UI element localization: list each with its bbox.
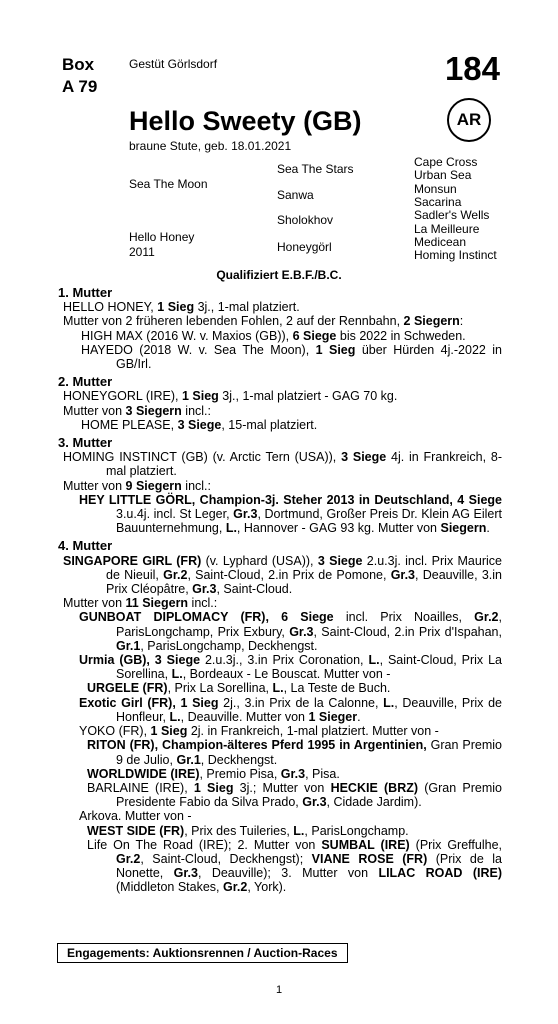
bold-text: Gr.3	[390, 567, 416, 582]
bold-text: L.	[272, 681, 284, 696]
text: , Prix La Sorellina,	[167, 681, 273, 696]
text: , Deckhengst.	[200, 752, 278, 767]
text: (Gran Premio Presidente Fabio da Silva Prado,	[116, 780, 502, 810]
record-line	[58, 389, 502, 403]
bold-text: Siegern	[440, 521, 487, 536]
text: , Saint-Cloud, 2.in Prix d'Ispahan,	[313, 624, 502, 639]
text: YOKO (FR),	[79, 724, 151, 739]
text: , Premio Pisa,	[199, 766, 281, 781]
bold-text: 1 Sieger	[308, 709, 358, 724]
bold-text: 1 Sieg	[157, 300, 195, 315]
bold-text: 2 Siegern	[403, 314, 460, 329]
record-line	[58, 554, 502, 597]
ar-badge: AR	[447, 98, 491, 142]
bold-text: Gr.3	[192, 582, 217, 597]
pedigree-dam-sire: Sholokhov	[277, 213, 334, 227]
record-line	[58, 610, 502, 653]
bold-text: SINGAPORE GIRL (FR)	[63, 553, 202, 568]
text: , Saint-Cloud, 2.in Prix de Pomone,	[187, 567, 391, 582]
section-heading: 2. Mutter	[58, 374, 113, 390]
box-number: A 79	[62, 77, 98, 96]
record-line	[58, 300, 502, 314]
bold-text: SUMBAL (IRE)	[321, 837, 410, 852]
text: , ParisLongchamp.	[304, 823, 409, 838]
bold-text: L.	[225, 521, 237, 536]
record-line	[58, 418, 502, 432]
text: 2j., 3.in Prix de la Calonne,	[218, 695, 384, 710]
pedigree-ggp-1: Cape Cross	[414, 155, 478, 169]
text: über Hürden 4j.-2022 in GB/Irl.	[116, 342, 503, 372]
pedigree-dam-year: 2011	[129, 245, 155, 259]
record-line	[58, 767, 502, 781]
text: Arkova. Mutter von -	[79, 809, 192, 824]
text: , 15-mal platziert.	[221, 417, 318, 432]
text: , Cidade Jardim).	[326, 795, 422, 810]
record-line	[58, 653, 502, 681]
bold-text: RITON (FR), Champion-älteres Pferd 1995 in Argentinien,	[87, 738, 427, 753]
text: incl.:	[188, 596, 218, 611]
text: , ParisLongchamp, Prix Exbury,	[116, 610, 502, 639]
pedigree-dam-dam: Honeygörl	[277, 240, 332, 254]
bold-text: 9 Siegern	[125, 478, 182, 493]
bold-text: 1 Sieg	[193, 780, 234, 795]
section-heading: 4. Mutter	[58, 538, 113, 554]
text: incl.:	[181, 403, 211, 418]
bold-text: LILAC ROAD (IRE)	[378, 866, 502, 881]
text: 3j., 1-mal platziert.	[194, 300, 300, 315]
horse-description: braune Stute, geb. 18.01.2021	[129, 139, 292, 153]
page-number: 1	[275, 984, 283, 996]
text: Mutter von	[63, 403, 126, 418]
record-line	[58, 329, 502, 343]
bold-text: Gr.3	[289, 624, 314, 639]
text: , La Teste de Buch.	[283, 681, 391, 696]
bold-text: 11 Siegern	[125, 596, 189, 611]
bold-text: 6 Siege	[292, 328, 337, 343]
bold-text: 3 Siege	[177, 417, 222, 432]
bold-text: HECKIE (BRZ)	[330, 780, 419, 795]
horse-name: Hello Sweety (GB)	[129, 106, 362, 136]
record-line	[58, 314, 502, 328]
bold-text: Gr.3	[233, 507, 258, 522]
box-label	[62, 54, 97, 98]
record-line	[58, 479, 502, 493]
text: BARLAINE (IRE),	[87, 780, 194, 795]
text: , Prix des Tuileries,	[184, 823, 294, 838]
section-heading: 1. Mutter	[58, 285, 113, 300]
record-line	[58, 824, 502, 838]
box-title: Box	[62, 55, 95, 74]
bold-text: Gr.1	[116, 638, 141, 653]
text: :	[459, 314, 464, 329]
bold-text: Urmia (GB), 3 Siege	[79, 653, 201, 668]
bold-text: Exotic Girl (FR), 1 Sieg	[79, 695, 219, 710]
text: , Dortmund, Großer Preis Dr. Klein AG Eilert Bauunternehmung,	[116, 507, 502, 536]
bold-text: Gr.2	[116, 851, 141, 866]
lot-number: 184	[444, 50, 500, 87]
bold-text: Gr.3	[173, 866, 198, 881]
text: .	[486, 521, 490, 536]
pedigree-ggp-5: Sadler's Wells	[414, 208, 490, 222]
text: , ParisLongchamp, Deckhengst.	[140, 638, 318, 653]
text: 3j.; Mutter von	[233, 780, 331, 795]
text: HOME PLEASE,	[81, 417, 178, 432]
text: HONEYGORL (IRE),	[63, 389, 182, 404]
text: , York).	[247, 880, 287, 895]
pedigree-ggp-2: Urban Sea	[414, 168, 472, 182]
text: 2.u.3j. incl. Prix Maurice de Nieuil,	[106, 553, 502, 582]
text: , Deauville, Prix de Honfleur,	[116, 695, 502, 724]
pedigree-sire-sire: Sea The Stars	[277, 162, 354, 176]
text: , Saint-Cloud, Deckhengst);	[140, 851, 312, 866]
bold-text: L.	[169, 709, 181, 724]
text: 2j. in Frankreich, 1-mal platziert. Mutter von -	[187, 724, 439, 739]
pedigree-ggp-8: Homing Instinct	[414, 248, 497, 262]
pedigree-sire: Sea The Moon	[129, 177, 208, 191]
bold-text: 1 Sieg	[182, 389, 219, 404]
bold-text: 1 Sieg	[315, 342, 356, 357]
engagements-box: Engagements: Auktionsrennen / Auction-Races	[57, 943, 348, 963]
text: , Deauville. Mutter von	[180, 709, 309, 724]
text: 3j., 1-mal platziert - GAG 70 kg.	[218, 389, 398, 404]
section-heading: 3. Mutter	[58, 435, 113, 451]
text: 2.u.3j., 3.in Prix Coronation,	[200, 653, 369, 668]
text: (Prix de la Nonette,	[116, 851, 503, 881]
bold-text: GUNBOAT DIPLOMACY (FR), 6 Siege	[79, 610, 334, 625]
text: , Saint-Cloud.	[216, 582, 293, 597]
record-line	[58, 493, 502, 536]
record-line	[58, 809, 502, 823]
bold-text: L.	[368, 653, 380, 668]
bold-text: WORLDWIDE (IRE)	[87, 766, 200, 781]
bold-text: HEY LITTLE GÖRL, Champion-3j. Steher 2013 in Deutschland, 4 Siege	[79, 492, 502, 507]
text: , Saint-Cloud, Prix La Sorellina,	[116, 653, 503, 682]
text: Mutter von	[63, 478, 126, 493]
text: HAYEDO (2018 W. v. Sea The Moon),	[81, 342, 316, 357]
text: Mutter von 2 früheren lebenden Fohlen, 2 auf der Rennbahn,	[63, 314, 404, 329]
text: (v. Lyphard (USA)),	[201, 553, 318, 568]
pedigree-ggp-7: Medicean	[414, 235, 467, 249]
bold-text: Gr.2	[474, 610, 499, 625]
bold-text: Gr.2	[163, 567, 188, 582]
pedigree-ggp-3: Monsun	[414, 182, 457, 196]
bold-text: L.	[171, 667, 183, 682]
bold-text: L.	[293, 823, 305, 838]
text: 3.u.4j. incl. St Leger,	[116, 507, 234, 522]
text: , Hannover - GAG 93 kg. Mutter von	[236, 521, 441, 536]
record-line	[58, 404, 502, 418]
text: , Deauville, 3.in Prix Cléopâtre,	[106, 567, 502, 597]
bold-text: 1 Sieg	[150, 724, 188, 739]
text: bis 2022 in Schweden.	[336, 328, 466, 343]
text: , Pisa.	[305, 766, 340, 781]
produce-record	[58, 286, 502, 895]
bold-text: 3 Siege	[341, 450, 387, 465]
record-line	[58, 781, 502, 809]
pedigree-dam: Hello Honey	[129, 230, 195, 244]
text: Mutter von	[63, 596, 126, 611]
bold-text: Gr.2	[223, 880, 248, 895]
text: 4j. in Frankreich, 8-mal platziert.	[106, 450, 502, 479]
record-line	[58, 450, 502, 478]
record-line	[58, 596, 502, 610]
pedigree-ggp-4: Sacarina	[414, 195, 462, 209]
record-line	[58, 724, 502, 738]
breeder-name: Gestüt Görlsdorf	[129, 57, 218, 71]
text: , Deauville); 3. Mutter von	[197, 866, 379, 881]
text: HOMING INSTINCT (GB) (v. Arctic Tern (USA)),	[63, 450, 342, 465]
record-line	[58, 838, 502, 895]
bold-text: URGELE (FR)	[87, 681, 168, 696]
bold-text: 3 Siegern	[125, 403, 182, 418]
text: , Bordeaux - Le Bouscat. Mutter von -	[182, 667, 391, 682]
text: HIGH MAX (2016 W. v. Maxios (GB)),	[81, 328, 293, 343]
bold-text: WEST SIDE (FR)	[87, 823, 185, 838]
pedigree-ggp-6: La Meilleure	[414, 222, 480, 236]
bold-text: Gr.3	[302, 795, 327, 810]
record-line	[58, 696, 502, 724]
text: .	[357, 709, 361, 724]
text: incl.:	[181, 478, 211, 493]
bold-text: Gr.3	[280, 766, 306, 781]
bold-text: Gr.1	[176, 752, 201, 767]
pedigree-sire-dam: Sanwa	[277, 188, 314, 202]
bold-text: VIANE ROSE (FR)	[311, 851, 428, 866]
text: incl. Prix Noailles,	[333, 610, 475, 625]
bold-text: L.	[383, 695, 395, 710]
text: HELLO HONEY,	[63, 300, 158, 315]
record-line	[58, 681, 502, 695]
record-line	[58, 343, 502, 371]
text: Life On The Road (IRE); 2. Mutter von	[87, 837, 322, 852]
text: (Middleton Stakes,	[116, 880, 223, 895]
bold-text: 3 Siege	[317, 553, 363, 568]
qualification-note: Qualifiziert E.B.F./B.C.	[216, 268, 342, 282]
record-line	[58, 738, 502, 766]
text: (Prix Greffulhe,	[409, 837, 502, 852]
text: Gran Premio 9 de Julio,	[116, 738, 502, 767]
